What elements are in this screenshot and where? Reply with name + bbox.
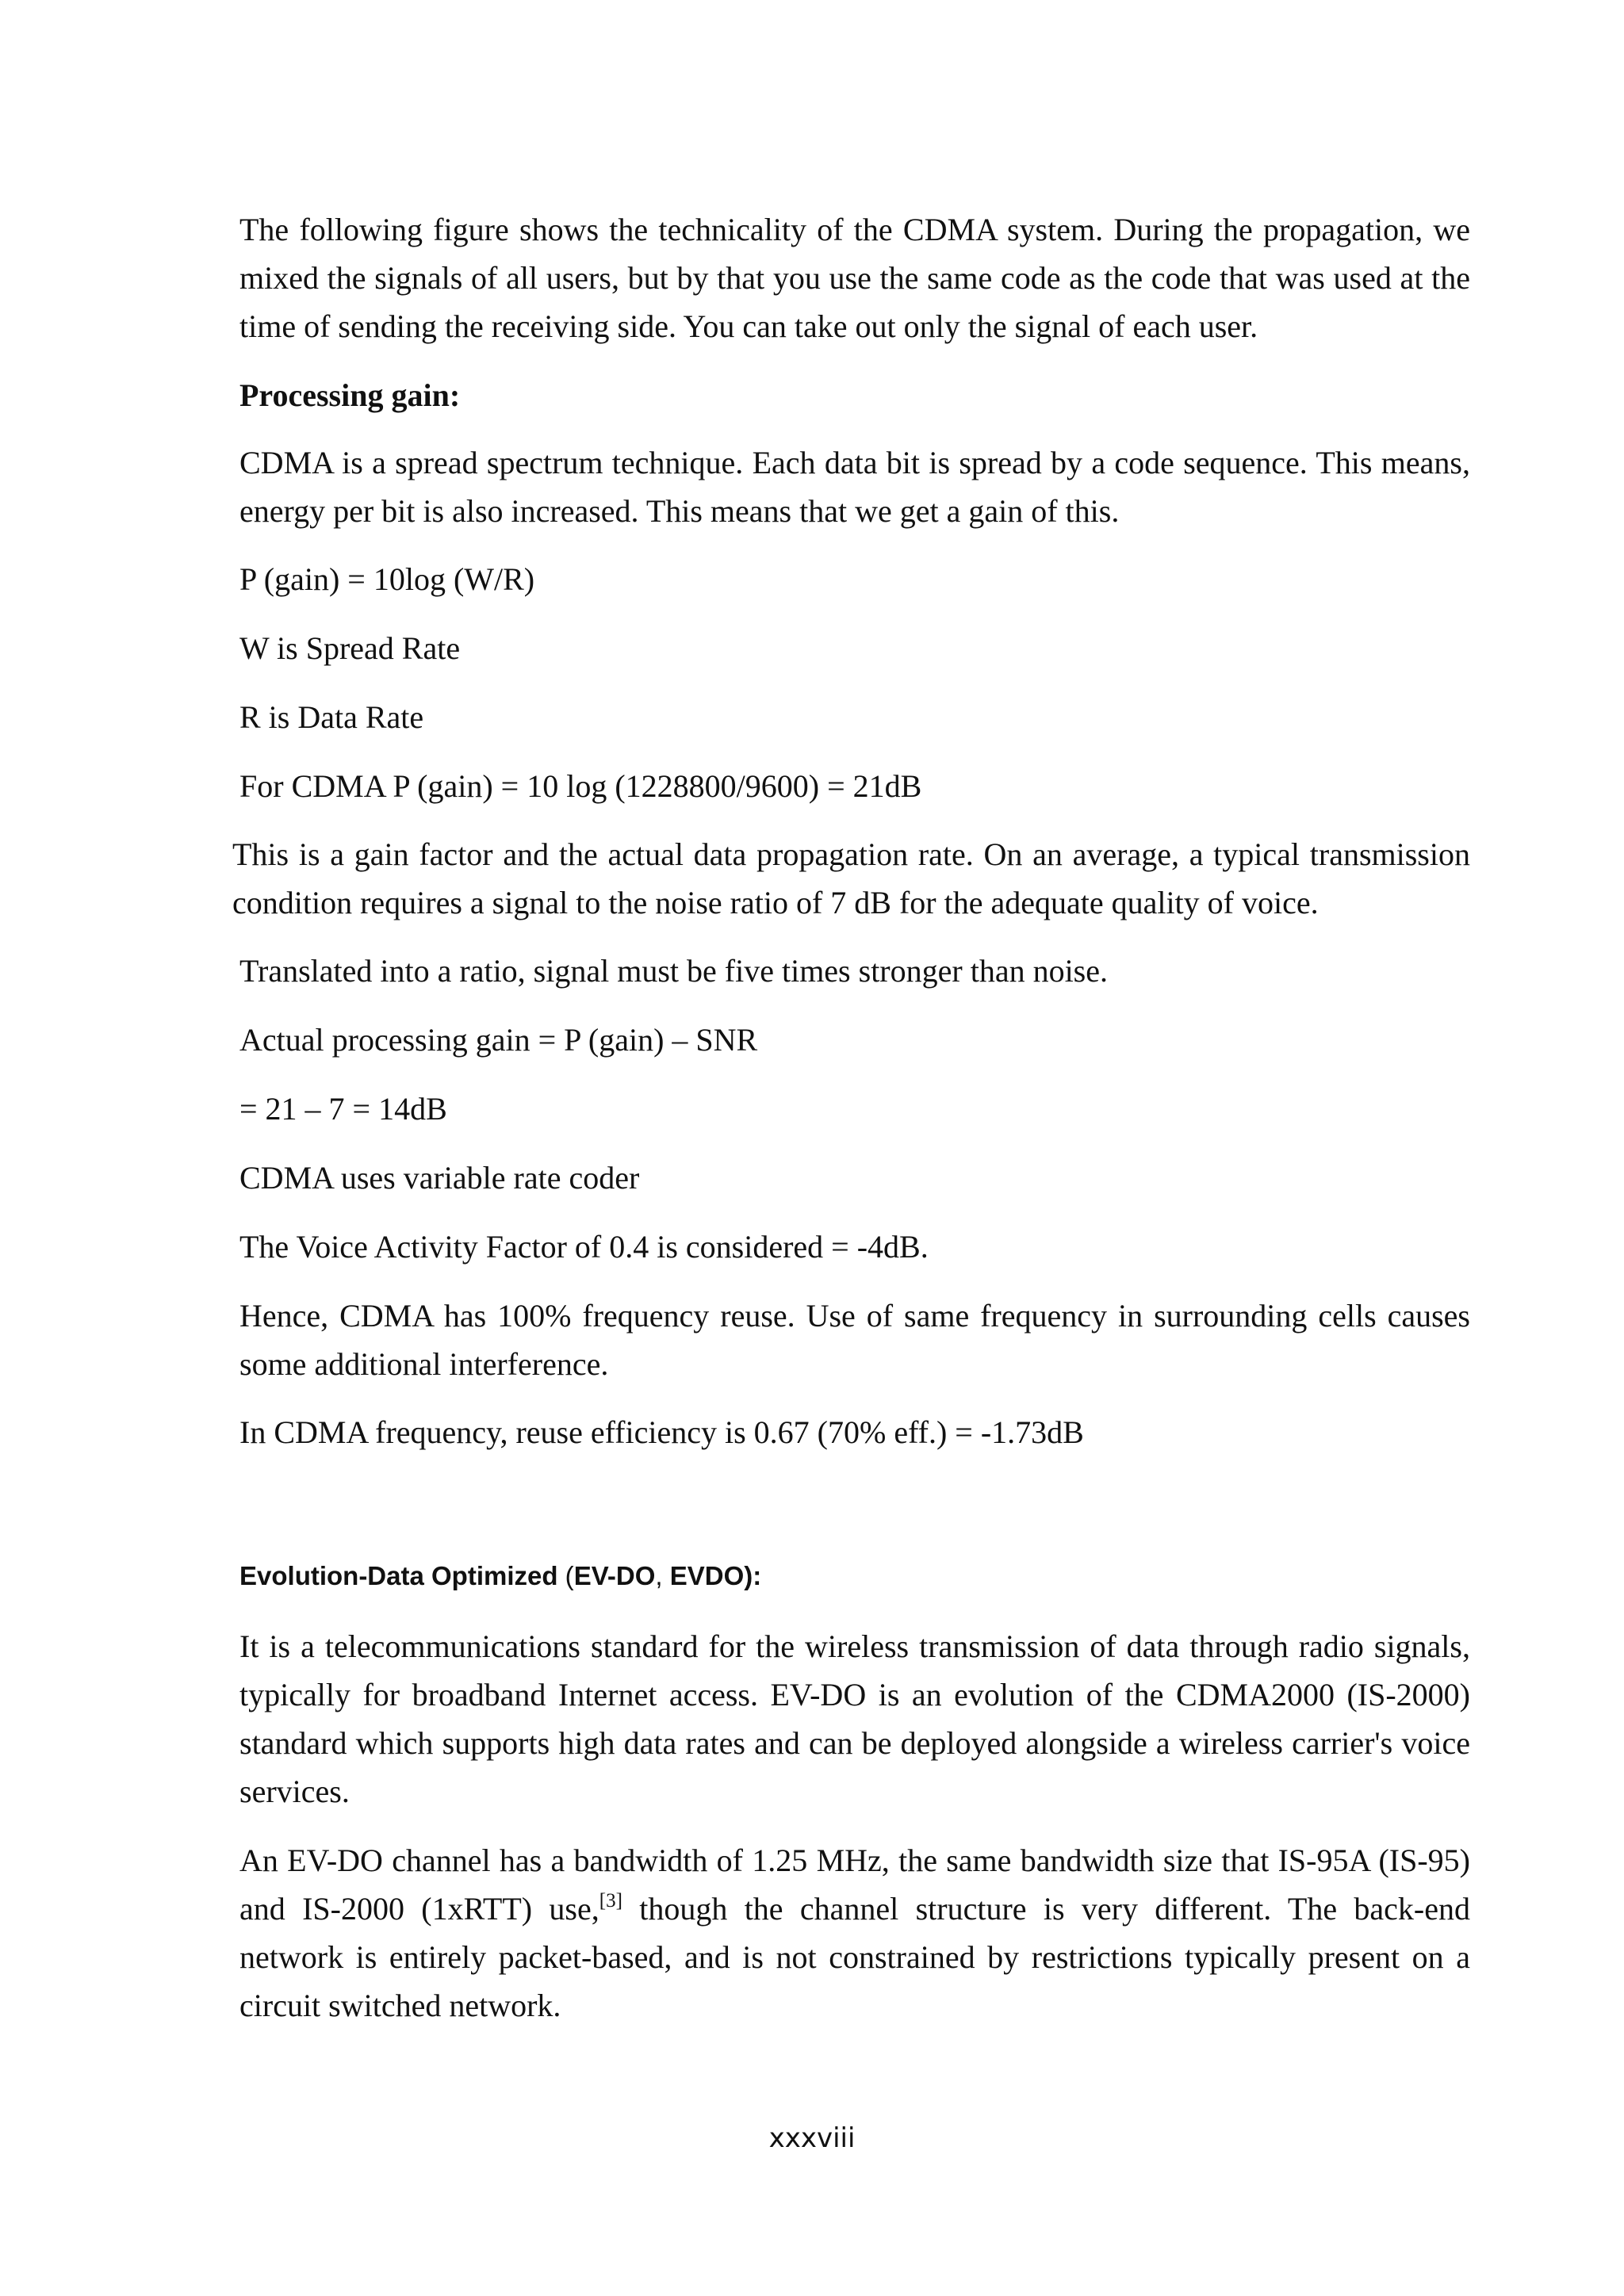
evdo-channel-text: An EV-DO channel has a bandwidth of 1.25 MHz, the same bandwidth size that IS-95A (IS-95) and IS-2000 (1xRTT) use, — [239, 1843, 1470, 1927]
gain-formula: P (gain) = 10log (W/R) — [239, 561, 535, 597]
voice-activity-factor: The Voice Activity Factor of 0.4 is considered = -4dB. — [239, 1229, 929, 1265]
frequency-reuse-paragraph: Hence, CDMA has 100% frequency reuse. Use of same frequency in surrounding cells causes some additional interference. — [239, 1298, 1470, 1382]
evdo-heading — [239, 1556, 761, 1596]
evdo-standard-paragraph: It is a telecommunications standard for the wireless transmission of data through radio signals, typically for broadband Internet access. EV-DO is an evolution of the CDMA2000 (IS-2000) standard which supports high data rates and can be deployed alongside a wireless carrier's voice services. — [239, 1628, 1470, 1809]
data-rate-definition: R is Data Rate — [239, 699, 424, 735]
cdma-gain-calculation: For CDMA P (gain) = 10 log (1228800/9600) = 21dB — [239, 768, 922, 804]
variable-rate-coder: CDMA uses variable rate coder — [239, 1160, 640, 1196]
reference-link[interactable]: [3] — [599, 1890, 622, 1911]
evdo-heading-paren: ( — [557, 1561, 574, 1590]
spread-rate-definition: W is Spread Rate — [239, 630, 461, 666]
actual-gain-formula: Actual processing gain = P (gain) – SNR — [239, 1022, 758, 1058]
ratio-sentence: Translated into a ratio, signal must be five times stronger than noise. — [239, 953, 1108, 989]
evdo-heading-main: Evolution-Data Optimized — [239, 1561, 558, 1590]
actual-gain-result: = 21 – 7 = 14dB — [239, 1091, 447, 1127]
evdo-heading-abbr: EV-DO — [573, 1561, 656, 1590]
evdo-channel-text-cont: though the channel structure is very different. The back-end network is entirely packet-based, and is not constrained by restrictions typically present on a circuit switched network. — [239, 1891, 1470, 2023]
intro-paragraph: The following figure shows the technicality of the CDMA system. During the propagation, we mixed the signals of all users, but by that you use the same code as the code that was used at the time of sending the receiving side. You can take out only the signal of each user. — [239, 212, 1470, 344]
evdo-heading-comma: , — [655, 1561, 670, 1590]
page-number: xxxviii — [768, 2122, 856, 2154]
processing-gain-heading: Processing gain: — [239, 377, 461, 413]
evdo-heading-abbr-alt: EVDO): — [669, 1561, 762, 1590]
spread-spectrum-paragraph: CDMA is a spread spectrum technique. Each data bit is spread by a code sequence. This means, energy per bit is also increased. This means that we get a gain of this. — [239, 445, 1470, 529]
reuse-efficiency: In CDMA frequency, reuse efficiency is 0.67 (70% eff.) = -1.73dB — [239, 1414, 1084, 1450]
evdo-channel-paragraph — [239, 1836, 1470, 2030]
gain-factor-paragraph: This is a gain factor and the actual data propagation rate. On an average, a typical transmission condition requires a signal to the noise ratio of 7 dB for the adequate quality of voice. — [232, 836, 1470, 920]
